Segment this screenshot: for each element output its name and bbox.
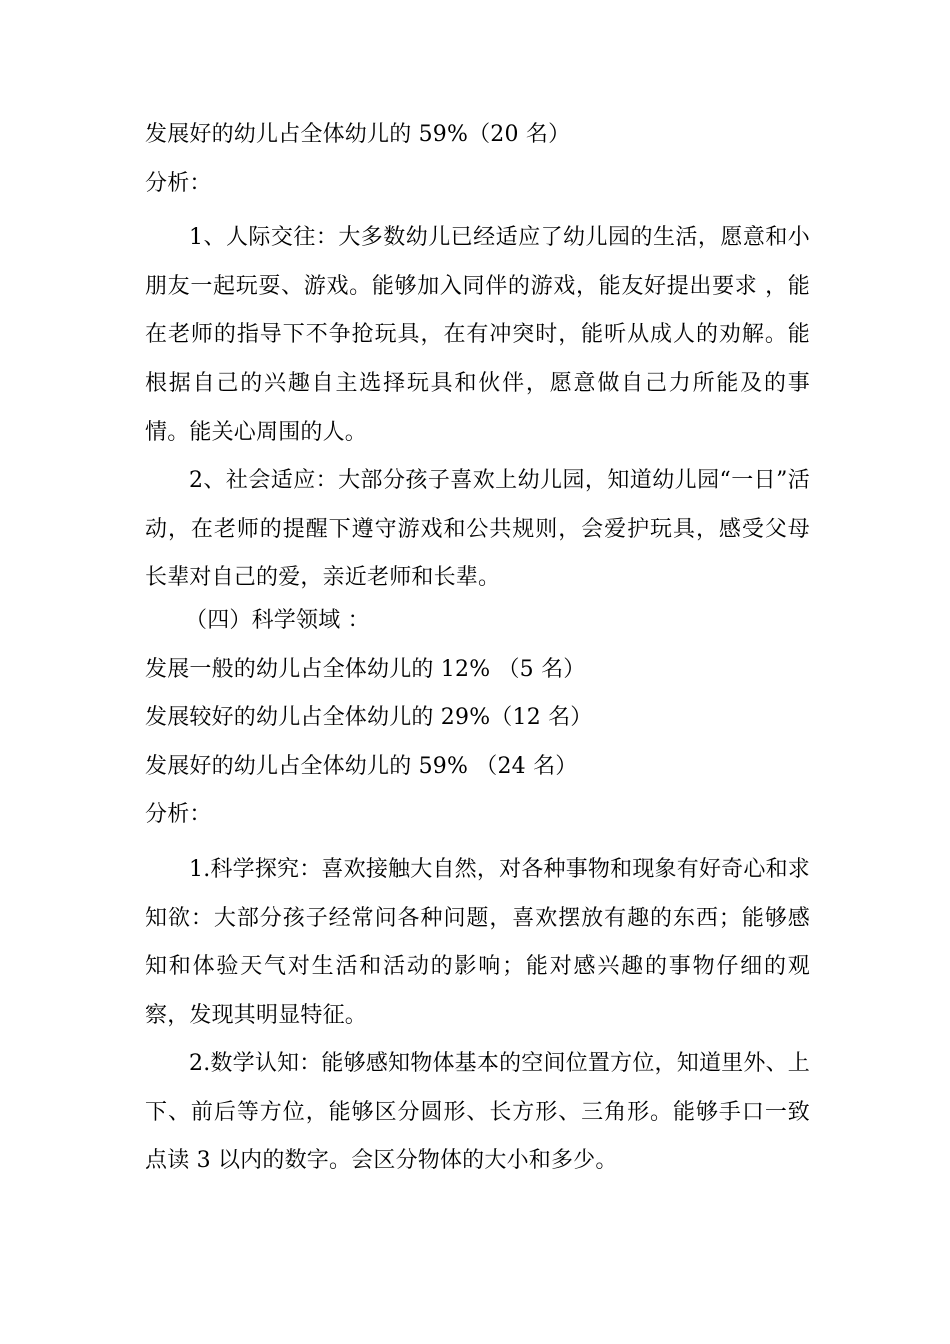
document-body <box>145 117 810 1186</box>
analysis-label-2: 分析： <box>145 802 212 828</box>
science-better-line: 发展较好的幼儿占全体幼儿的 29%（12 名） <box>145 705 593 731</box>
social-adaptation-paragraph: 2、社会适应：大部分孩子喜欢上幼儿园，知道幼儿园“一日”活动，在老师的提醒下遵守游戏和公共规则，会爱护玩具，感受父母长辈对自己的爱，亲近老师和长辈。 <box>145 468 810 591</box>
science-inquiry-paragraph: 1.科学探究：喜欢接触大自然，对各种事物和现象有好奇心和求知欲：大部分孩子经常问各种问题，喜欢摆放有趣的东西；能够感知和体验天气对生活和活动的影响；能对感兴趣的事物仔细的观察，发现其明显特征。 <box>145 856 810 1028</box>
science-good-line: 发展好的幼儿占全体幼儿的 59% （24 名） <box>145 753 578 779</box>
science-general-line: 发展一般的幼儿占全体幼儿的 12% （5 名） <box>145 656 586 682</box>
analysis-label: 分析： <box>145 170 212 196</box>
good-development-line: 发展好的幼儿占全体幼儿的 59%（20 名） <box>145 122 571 147</box>
science-domain-heading: （四）科学领域 ： <box>185 607 370 633</box>
math-cognition-paragraph: 2.数学认知：能够感知物体基本的空间位置方位，知道里外、上下、前后等方位，能够区分圆形、长方形、三角形。能够手口一致点读 3 以内的数字。会区分物体的大小和多少。 <box>145 1051 810 1174</box>
interpersonal-paragraph: 1、人际交往：大多数幼儿已经适应了幼儿园的生活，愿意和小朋友一起玩耍、游戏。能够加入同伴的游戏，能友好提出要求 ，能在老师的指导下不争抢玩具，在有冲突时，能听从成人的劝解。能根据自己的兴趣自主选择玩具和伙伴，愿意做自己力所能及的事情。能关心周围的人。 <box>145 225 810 445</box>
